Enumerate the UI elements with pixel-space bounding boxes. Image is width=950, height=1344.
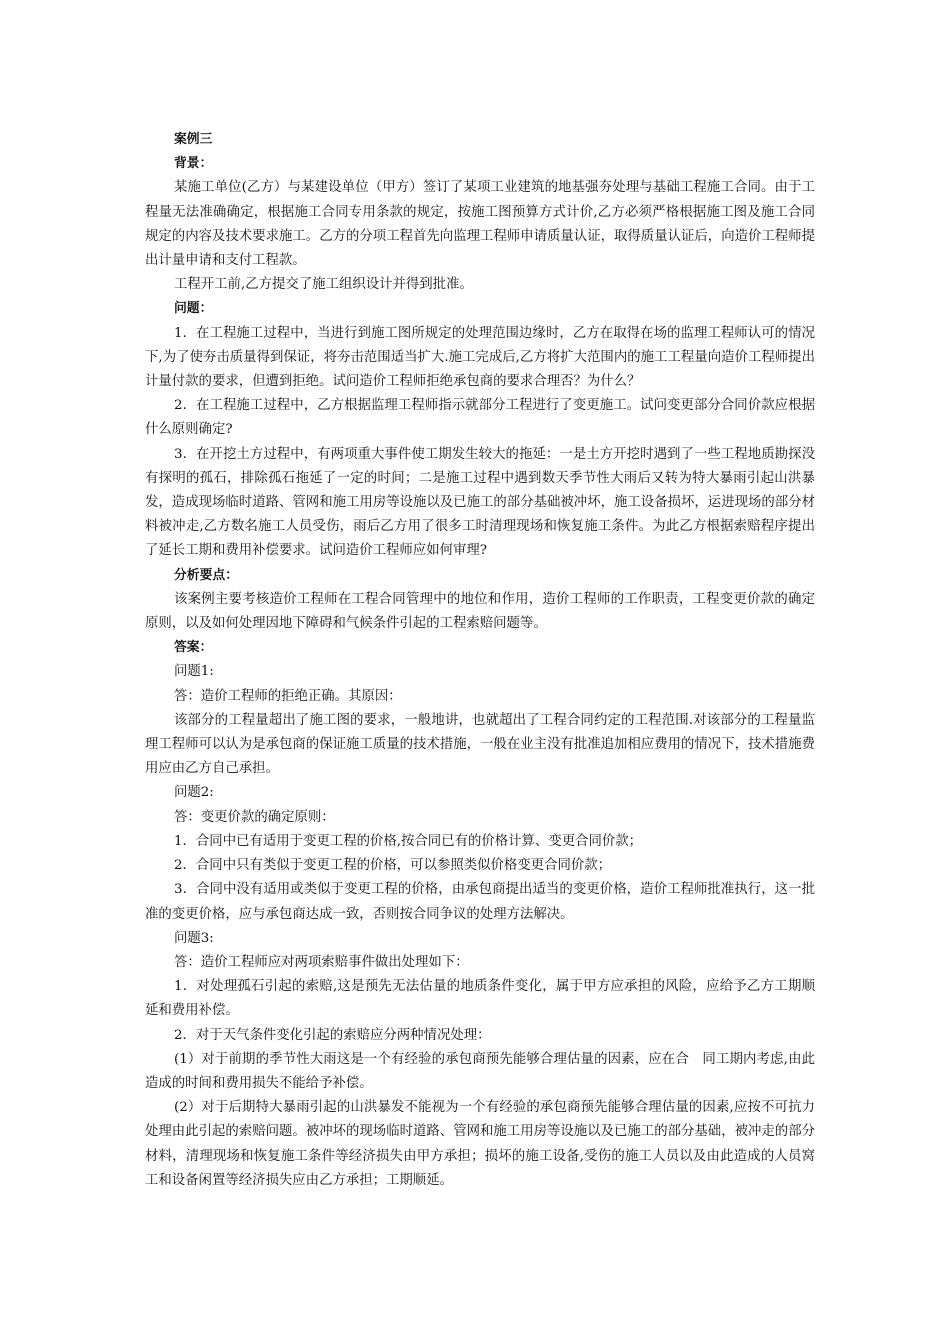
answer-2-label: 问题2: (174, 785, 214, 801)
answer-2-point-3: 3．合同中没有适用或类似于变更工程的价格，由承包商提出适当的变更价格，造价工程师批准执行，这一批准的变更价格，应与承包商达成一致，否则按合同争议的处理方法解决。 (145, 882, 815, 922)
answer-3-point-1: 1．对处理孤石引起的索赔,这是预先无法估量的地质条件变化，属于甲方应承担的风险，应给予乙方工期顺延和费用补偿。 (145, 979, 815, 1019)
answer-3-label: 问题3: (174, 930, 214, 946)
background-heading: 背景： (174, 156, 213, 172)
background-paragraph: 某施工单位(乙方）与某建设单位（甲方）签订了某项工业建筑的地基强夯处理与基础工程施工合同。由于工程量无法准确确定，根据施工合同专用条款的规定，按施工图预算方式计价,乙方必须严格根据施工图及施工合同规定的内容及技术要求施工。乙方的分项工程首先向监理工程师申请质量认证，取得质量认证后，向造价工程师提出计量申请和支付工程款。 (145, 180, 815, 269)
questions-heading: 问题： (174, 301, 213, 317)
question-3: 3．在开挖土方过程中，有两项重大事件使工期发生较大的拖延：一是土方开挖时遇到了一些工程地质勘探没有探明的孤石，排除孤石拖延了一定的时间；二是施工过程中遇到数天季节性大雨后又转为特大暴雨引起山洪暴发，造成现场临时道路、管网和施工用房等设施以及已施工的部分基础被冲坏，施工设备损坏，运进现场的部分材料被冲走,乙方数名施工人员受伤，雨后乙方用了很多工时清理现场和恢复施工条件。为此乙方根据索赔程序提出了延长工期和费用补偿要求。试问造价工程师应如何审理? (145, 446, 815, 559)
answer-2-line: 答：变更价款的确定原则： (174, 809, 335, 825)
answer-3-line: 答：造价工程师应对两项索赔事件做出处理如下： (174, 954, 469, 970)
question-2: 2．在工程施工过程中，乙方根据监理工程师指示就部分工程进行了变更施工。试问变更部分合同价款应根据什么原则确定? (145, 398, 815, 438)
analysis-heading: 分析要点： (174, 567, 238, 583)
answer-1-text: 该部分的工程量超出了施工图的要求，一般地讲，也就超出了工程合同约定的工程范围.对该部分的工程量监理工程师可以认为是承包商的保证施工质量的技术措施，一般在业主没有批准追加相应费用的情况下，技术措施费用应由乙方自己承担。 (145, 712, 815, 777)
answer-1-line: 答：造价工程师的拒绝正确。其原因： (174, 688, 402, 704)
answers-heading: 答案： (174, 640, 213, 656)
case-title: 案例三 (174, 132, 213, 147)
answer-2-point-1: 1．合同中已有适用于变更工程的价格,按合同已有的价格计算、变更合同价款； (174, 833, 643, 849)
background-paragraph-2: 工程开工前,乙方提交了施工组织设计并得到批准。 (174, 277, 473, 293)
document-page (145, 128, 815, 1193)
answer-2-point-2: 2．合同中只有类似于变更工程的价格，可以参照类似价格变更合同价款； (174, 858, 612, 874)
answer-3-subpoint-1: (1）对于前期的季节性大雨这是一个有经验的承包商预先能够合理估量的因素，应在合 同工期内考虑,由此造成的时间和费用损失不能给予补偿。 (145, 1051, 815, 1091)
answer-1-label: 问题1: (174, 664, 214, 680)
question-1: 1．在工程施工过程中，当进行到施工图所规定的处理范围边缘时，乙方在取得在场的监理工程师认可的情况下,为了使夯击质量得到保证，将夯击范围适当扩大.施工完成后,乙方将扩大范围内的施工工程量向造价工程师提出计量付款的要求，但遭到拒绝。试问造价工程师拒绝承包商的要求合理否？为什么？ (145, 325, 815, 390)
answer-3-point-2: 2．对于天气条件变化引起的索赔应分两种情况处理： (174, 1027, 491, 1043)
answer-3-subpoint-2: (2）对于后期特大暴雨引起的山洪暴发不能视为一个有经验的承包商预先能够合理估量的因素,应按不可抗力处理由此引起的索赔问题。被冲坏的现场临时道路、管网和施工用房等设施以及已施工的部分基础，被冲走的部分材料，清理现场和恢复施工条件等经济损失由甲方承担；损坏的施工设备,受伤的施工人员以及由此造成的人员窝工和设备闲置等经济损失应由乙方承担；工期顺延。 (145, 1100, 815, 1188)
analysis-text: 该案例主要考核造价工程师在工程合同管理中的地位和作用，造价工程师的工作职责，工程变更价款的确定原则，以及如何处理因地下障碍和气候条件引起的工程索赔问题等。 (145, 591, 815, 632)
